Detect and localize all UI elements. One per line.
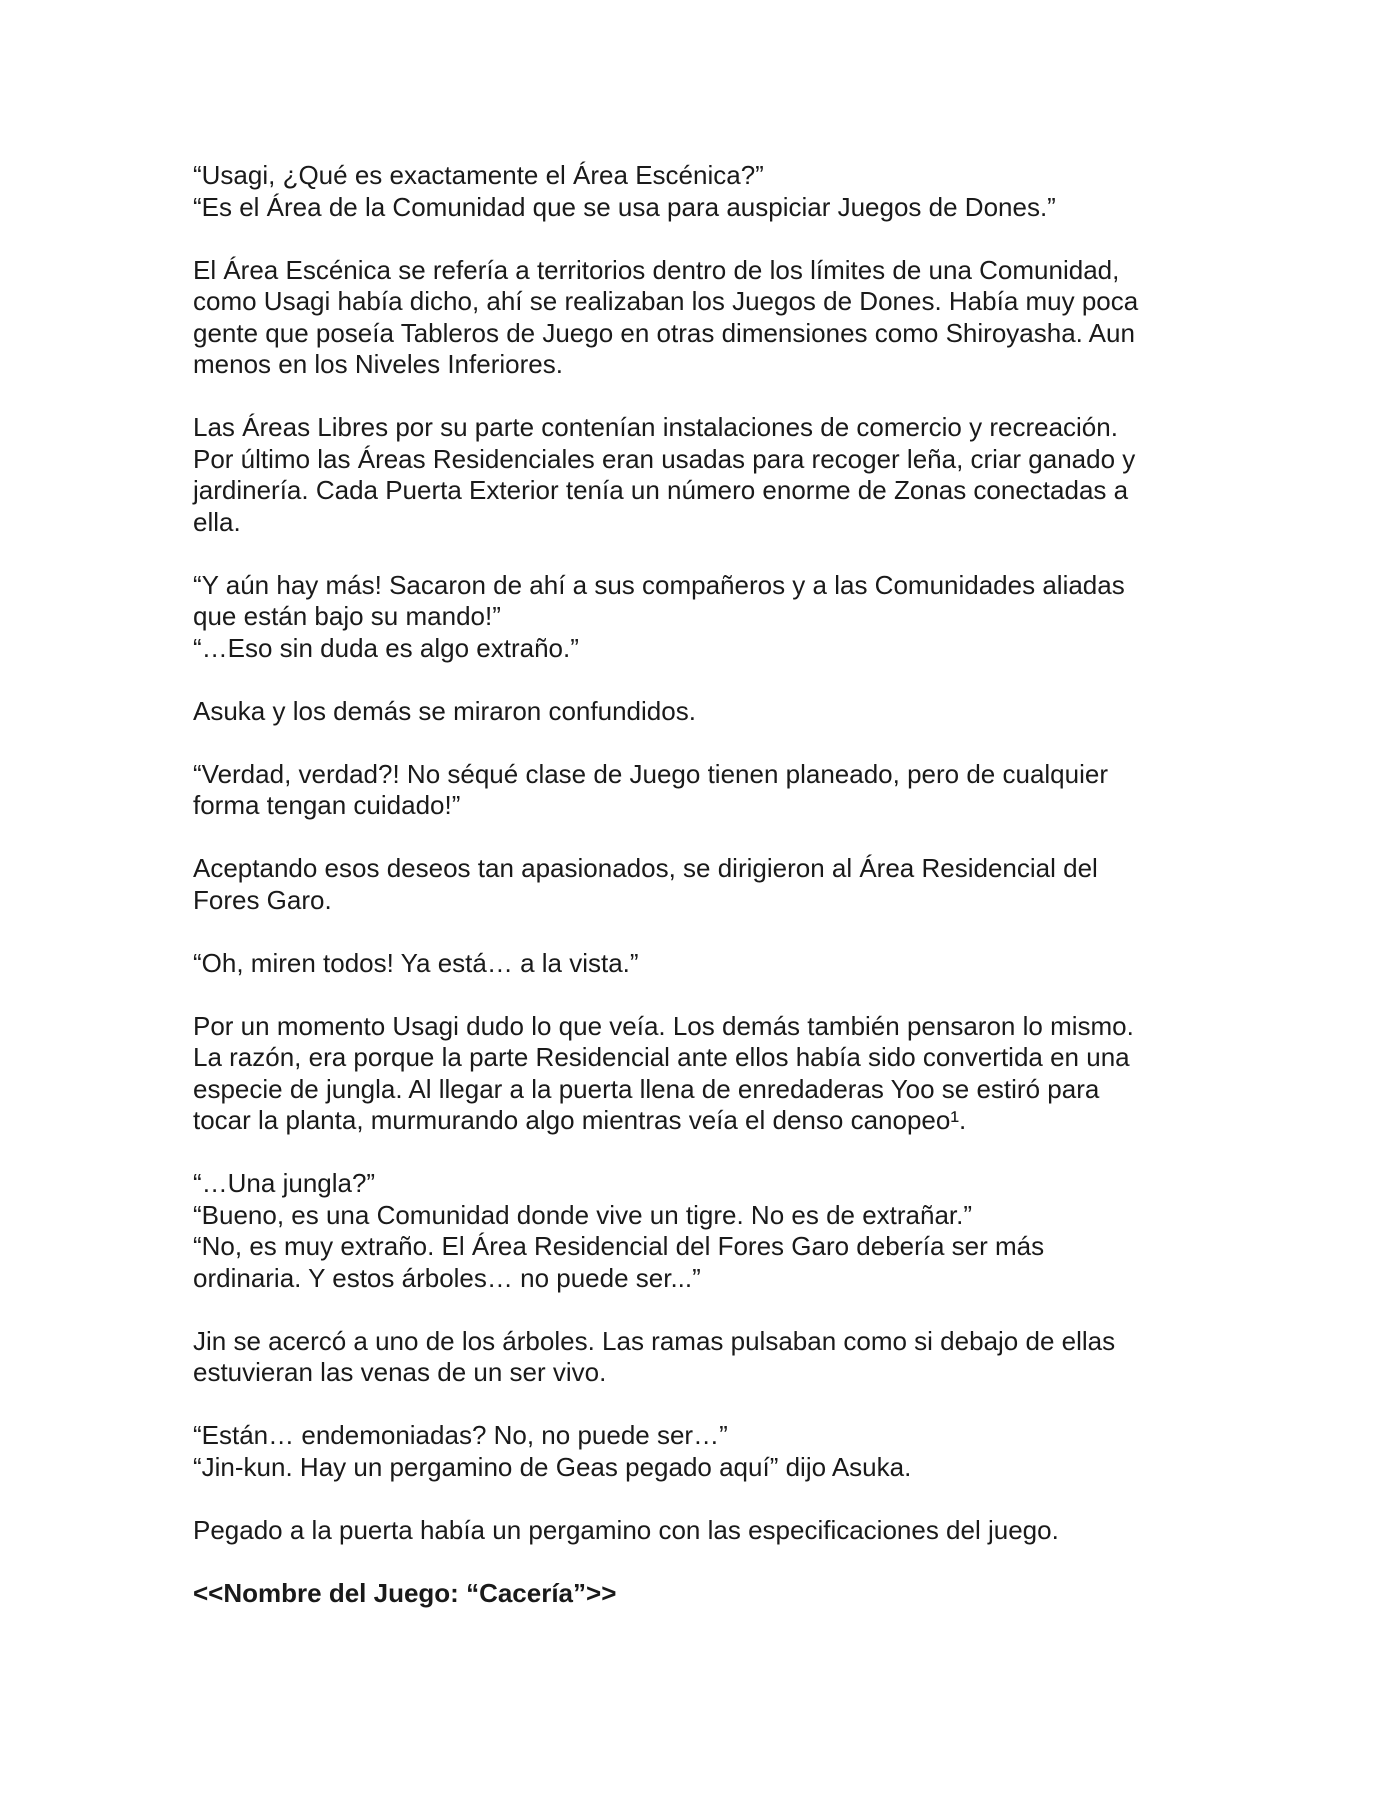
text-line: “…Una jungla?”	[193, 1168, 376, 1198]
narration-paragraph	[193, 1011, 1208, 1137]
dialogue-paragraph	[193, 1420, 1208, 1483]
text-line: “Verdad, verdad?! No séqué clase de Juego tienen planeado, pero de cualquier	[193, 758, 1108, 789]
text-line: gente que poseía Tableros de Juego en otras dimensiones como Shiroyasha. Aun	[193, 317, 1135, 348]
text-line: “Es el Área de la Comunidad que se usa para auspiciar Juegos de Dones.”	[193, 191, 1056, 222]
text-line: “Usagi, ¿Qué es exactamente el Área Escénica?”	[193, 160, 764, 190]
dialogue-paragraph	[193, 1168, 1208, 1294]
text-line: como Usagi había dicho, ahí se realizaban los Juegos de Dones. Había muy poca	[193, 286, 1139, 316]
text-line: Las Áreas Libres por su parte contenían instalaciones de comercio y recreación.	[193, 412, 1118, 442]
text-line: “Están… endemoniadas? No, no puede ser…”	[193, 1420, 728, 1450]
text-line: Jin se acercó a uno de los árboles. Las ramas pulsaban como si debajo de ellas	[193, 1325, 1116, 1356]
text-line: “…Eso sin duda es algo extraño.”	[193, 632, 579, 663]
text-line: <<Nombre del Juego: “Cacería”>>	[193, 1577, 617, 1608]
text-line: Pegado a la puerta había un pergamino con las especificaciones del juego.	[193, 1514, 1059, 1545]
document-page	[193, 160, 1208, 1641]
text-line: que están bajo su mando!”	[193, 601, 501, 631]
text-line: “Y aún hay más! Sacaron de ahí a sus compañeros y a las Comunidades aliadas	[193, 569, 1125, 600]
dialogue-paragraph	[193, 948, 1208, 980]
text-line: Por último las Áreas Residenciales eran usadas para recoger leña, criar ganado y	[193, 443, 1136, 474]
text-line: ordinaria. Y estos árboles… no puede ser...”	[193, 1262, 701, 1293]
text-line: ella.	[193, 506, 241, 537]
text-line: Aceptando esos deseos tan apasionados, se dirigieron al Área Residencial del	[193, 853, 1098, 883]
text-line: “Jin-kun. Hay un pergamino de Geas pegado aquí” dijo Asuka.	[193, 1451, 912, 1482]
text-line: El Área Escénica se refería a territorios dentro de los límites de una Comunidad,	[193, 254, 1120, 285]
text-line: “No, es muy extraño. El Área Residencial del Fores Garo debería ser más	[193, 1231, 1045, 1261]
narration-paragraph	[193, 1515, 1208, 1547]
text-line: Fores Garo.	[193, 884, 332, 915]
dialogue-paragraph	[193, 570, 1208, 665]
text-line: forma tengan cuidado!”	[193, 790, 461, 820]
game-name-heading	[193, 1578, 1208, 1610]
text-line: Asuka y los demás se miraron confundidos.	[193, 695, 696, 726]
narration-paragraph	[193, 1326, 1208, 1389]
narration-paragraph	[193, 696, 1208, 728]
text-line: estuvieran las venas de un ser vivo.	[193, 1357, 607, 1387]
text-line: “Oh, miren todos! Ya está… a la vista.”	[193, 947, 639, 978]
narration-paragraph	[193, 412, 1208, 538]
text-line: jardinería. Cada Puerta Exterior tenía un número enorme de Zonas conectadas a	[193, 475, 1129, 505]
text-line: menos en los Niveles Inferiores.	[193, 349, 563, 379]
dialogue-paragraph	[193, 759, 1208, 822]
text-line: “Bueno, es una Comunidad donde vive un tigre. No es de extrañar.”	[193, 1199, 973, 1230]
dialogue-paragraph	[193, 160, 1208, 223]
text-line: Por un momento Usagi dudo lo que veía. Los demás también pensaron lo mismo.	[193, 1010, 1134, 1041]
text-line: tocar la planta, murmurando algo mientras veía el denso canopeo¹.	[193, 1105, 967, 1135]
text-line: La razón, era porque la parte Residencial ante ellos había sido convertida en una	[193, 1042, 1130, 1072]
narration-paragraph	[193, 853, 1208, 916]
text-line: especie de jungla. Al llegar a la puerta llena de enredaderas Yoo se estiró para	[193, 1073, 1100, 1104]
narration-paragraph	[193, 255, 1208, 381]
